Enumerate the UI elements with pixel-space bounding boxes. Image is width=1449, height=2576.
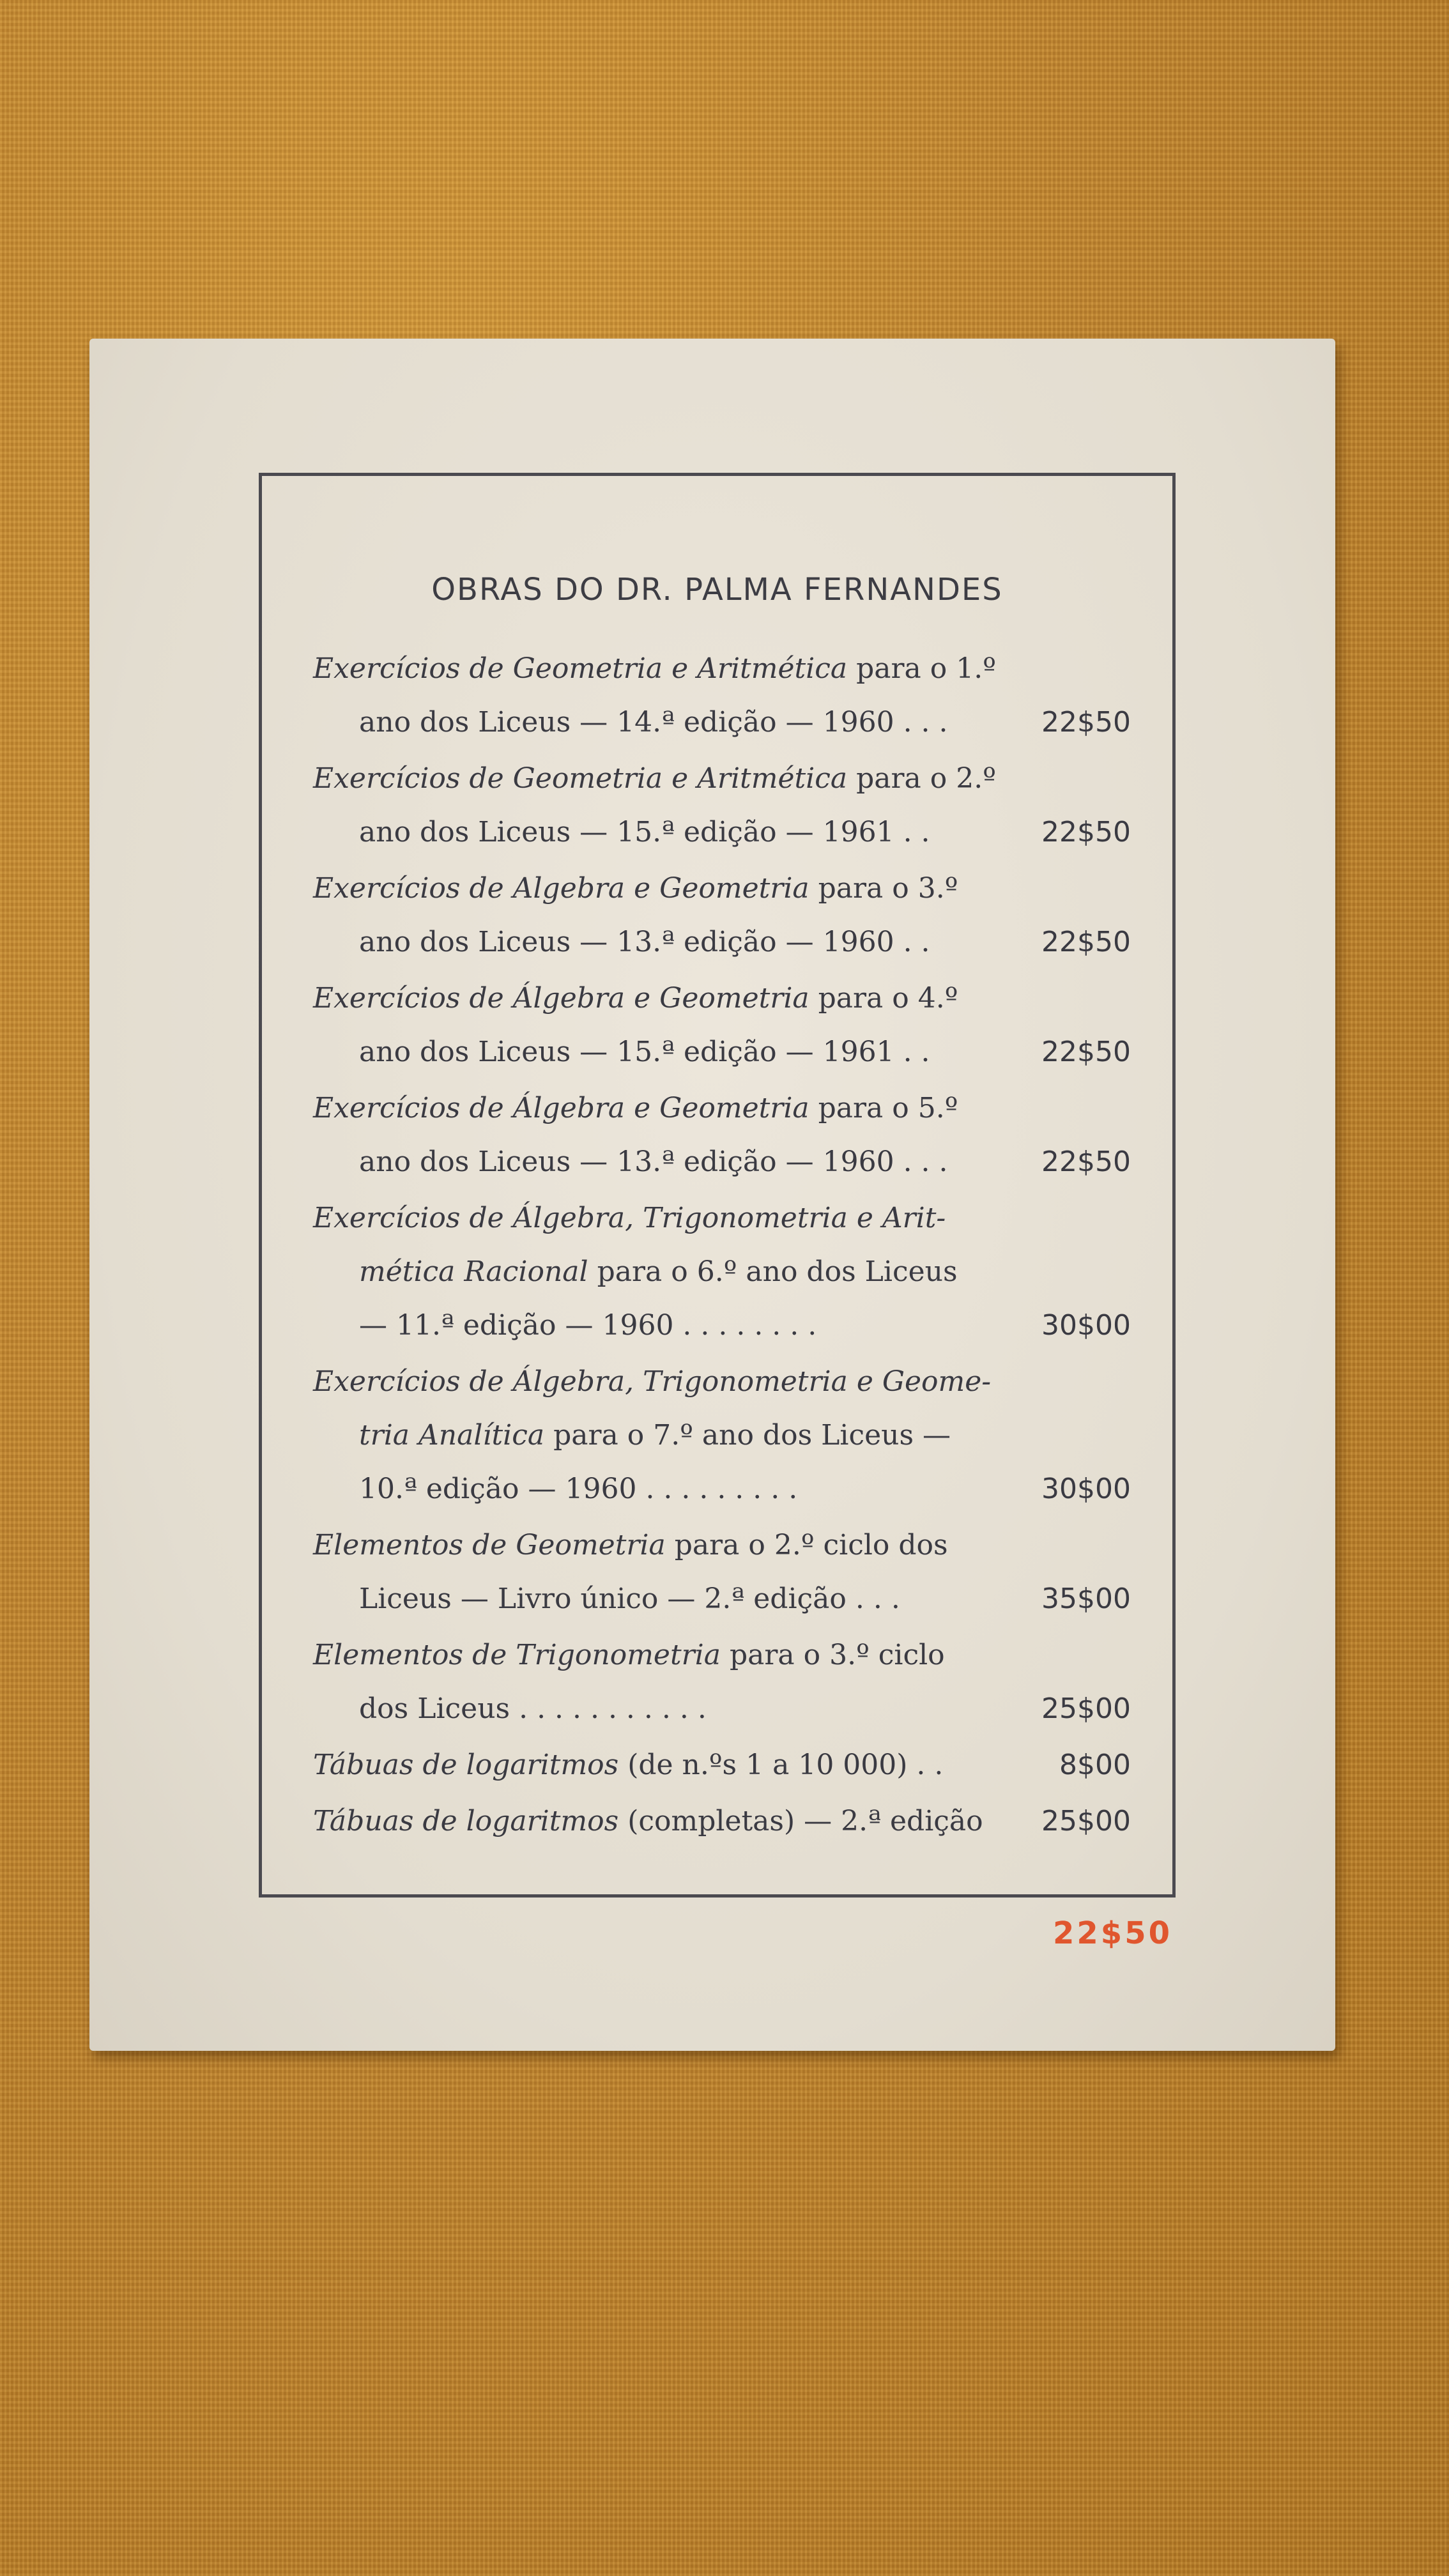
entry-price: 22$50 bbox=[1041, 706, 1131, 739]
entry-title-italic: Elementos de Trigonometria bbox=[313, 1639, 721, 1671]
entry-title-italic: Tábuas de logaritmos bbox=[313, 1805, 619, 1837]
entry-text: para o 3.º bbox=[809, 872, 958, 905]
entry-text: 10.ª edição — 1960 . . . . . . . . . bbox=[359, 1473, 798, 1505]
entry-line bbox=[313, 1682, 1144, 1736]
entry-line bbox=[313, 1135, 1144, 1189]
entry-text: ano dos Liceus — 13.ª edição — 1960 . . bbox=[359, 926, 930, 958]
entry-text: para o 4.º bbox=[809, 982, 958, 1015]
entry-price: 22$50 bbox=[1041, 1146, 1131, 1178]
entry-text: para o 7.º ano dos Liceus — bbox=[544, 1419, 951, 1452]
entry-price: 22$50 bbox=[1041, 926, 1131, 958]
entry-text: ano dos Liceus — 14.ª edição — 1960 . . . bbox=[359, 706, 948, 739]
entry-text: — 11.ª edição — 1960 . . . . . . . . bbox=[359, 1309, 817, 1342]
entry-text: ano dos Liceus — 15.ª edição — 1961 . . bbox=[359, 1036, 930, 1068]
entry-text: para o 6.º ano dos Liceus bbox=[588, 1255, 958, 1288]
book-list bbox=[313, 642, 1144, 1851]
entry-price: 35$00 bbox=[1041, 1583, 1131, 1615]
book-entry bbox=[313, 1629, 1144, 1736]
entry-price: 22$50 bbox=[1041, 816, 1131, 848]
book-entry bbox=[313, 972, 1144, 1079]
entry-line bbox=[313, 1409, 1144, 1462]
entry-line bbox=[313, 916, 1144, 969]
entry-price: 8$00 bbox=[1059, 1749, 1131, 1781]
entry-line bbox=[313, 1299, 1144, 1353]
book-entry bbox=[313, 752, 1144, 859]
entry-text: ano dos Liceus — 13.ª edição — 1960 . . . bbox=[359, 1146, 948, 1178]
cover-heading: OBRAS DO DR. PALMA FERNANDES bbox=[431, 572, 1003, 608]
entry-line bbox=[313, 806, 1144, 859]
book-entry bbox=[313, 1795, 1144, 1848]
entry-title-italic: Exercícios de Álgebra, Trigonometria e Arit- bbox=[313, 1202, 946, 1234]
entry-text: ano dos Liceus — 15.ª edição — 1961 . . bbox=[359, 816, 930, 848]
entry-line bbox=[313, 1795, 1144, 1848]
entry-price: 25$00 bbox=[1041, 1692, 1131, 1725]
entry-text: (completas) — 2.ª edição bbox=[618, 1805, 983, 1837]
entry-title-italic: Elementos de Geometria bbox=[313, 1529, 666, 1561]
entry-text: para o 1.º bbox=[847, 652, 996, 685]
entry-line bbox=[313, 1462, 1144, 1516]
entry-title-italic: Exercícios de Geometria e Aritmética bbox=[313, 762, 848, 795]
entry-text: para o 5.º bbox=[809, 1092, 958, 1124]
entry-line bbox=[313, 696, 1144, 749]
book-entry bbox=[313, 862, 1144, 969]
entry-title-italic: Exercícios de Álgebra, Trigonometria e Geome- bbox=[313, 1365, 992, 1398]
entry-title-italic: Exercícios de Álgebra e Geometria bbox=[313, 1092, 809, 1124]
entry-title-italic: Tábuas de logaritmos bbox=[313, 1749, 619, 1781]
book-entry bbox=[313, 1355, 1144, 1516]
entry-price: 25$00 bbox=[1041, 1805, 1131, 1837]
entry-title-italic: Exercícios de Álgebra e Geometria bbox=[313, 982, 809, 1015]
entry-text: dos Liceus . . . . . . . . . . . bbox=[359, 1692, 707, 1725]
book-back-cover bbox=[89, 339, 1335, 2051]
entry-text: para o 2.º ciclo dos bbox=[665, 1529, 948, 1561]
entry-line bbox=[313, 1572, 1144, 1626]
entry-title-italic: tria Analítica bbox=[359, 1419, 545, 1452]
entry-line bbox=[313, 1192, 1144, 1245]
entry-title-italic: Exercícios de Geometria e Aritmética bbox=[313, 652, 848, 685]
entry-text: para o 2.º bbox=[847, 762, 996, 795]
entry-line bbox=[313, 1738, 1144, 1792]
book-entry bbox=[313, 1082, 1144, 1189]
entry-line bbox=[313, 1082, 1144, 1135]
book-entry bbox=[313, 1738, 1144, 1792]
entry-line bbox=[313, 1629, 1144, 1682]
entry-line bbox=[313, 1245, 1144, 1299]
entry-line bbox=[313, 642, 1144, 696]
entry-text: Liceus — Livro único — 2.ª edição . . . bbox=[359, 1583, 900, 1615]
entry-text: (de n.ºs 1 a 10 000) . . bbox=[618, 1749, 944, 1781]
book-entry bbox=[313, 642, 1144, 749]
entry-line bbox=[313, 752, 1144, 806]
entry-line bbox=[313, 862, 1144, 916]
entry-line bbox=[313, 1025, 1144, 1079]
entry-title-italic: Exercícios de Algebra e Geometria bbox=[313, 872, 809, 905]
cover-frame bbox=[259, 473, 1176, 1897]
entry-line bbox=[313, 1519, 1144, 1572]
entry-line bbox=[313, 972, 1144, 1025]
entry-title-italic: mética Racional bbox=[359, 1255, 588, 1288]
entry-price: 30$00 bbox=[1041, 1473, 1131, 1505]
entry-line bbox=[313, 1355, 1144, 1409]
book-entry bbox=[313, 1192, 1144, 1353]
price-tag: 22$50 bbox=[1053, 1915, 1172, 1951]
book-entry bbox=[313, 1519, 1144, 1626]
entry-price: 30$00 bbox=[1041, 1309, 1131, 1342]
entry-price: 22$50 bbox=[1041, 1036, 1131, 1068]
entry-text: para o 3.º ciclo bbox=[720, 1639, 945, 1671]
